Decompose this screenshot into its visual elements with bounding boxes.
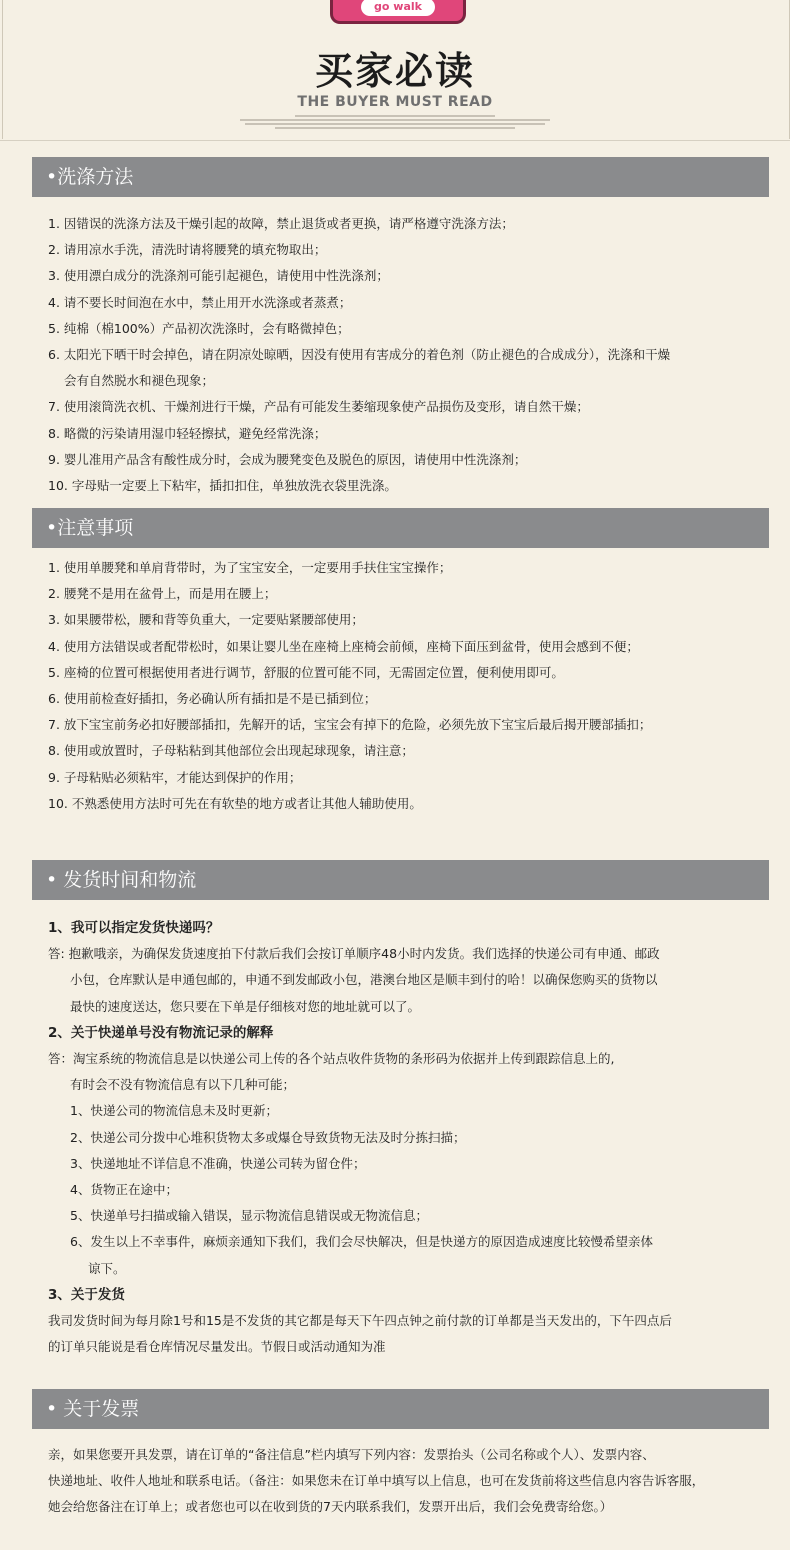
faq-question: 2、关于快递单号没有物流记录的解释 (48, 1024, 274, 1041)
list-item: 4. 使用方法错误或者配带松时，如果让婴儿坐在座椅上座椅会前倾，座椅下面压到盆骨，使用会感到不便； (48, 638, 639, 654)
invoice-line: 快递地址、收件人地址和联系电话。（备注：如果您未在订单中填写以上信息，也可在发货前将这些信息内容告诉客服， (48, 1473, 705, 1489)
list-item: 6. 太阳光下晒干时会掉色，请在阴凉处晾晒，因没有使用有害成分的着色剂（防止褪色的合成成分），洗涤和干燥 (48, 347, 671, 363)
page-title: 买家必读 (314, 49, 475, 93)
faq-question: 3、关于发货 (48, 1286, 125, 1303)
faq-answer-line: 有时会不没有物流信息有以下几种可能； (70, 1077, 296, 1093)
brand-logo-text: go walk (361, 0, 435, 16)
faq-question: 1、我可以指定发货快递吗？ (48, 920, 220, 936)
faq-answer-line: 我司发货时间为每月除1号和15是不发货的其它都是每天下午四点钟之前付款的订单都是当天发出的，下午四点后 (48, 1313, 672, 1329)
faq-answer-item: 1、快递公司的物流信息未及时更新； (70, 1103, 278, 1119)
list-item: 2. 腰凳不是用在盆骨上，而是用在腰上； (48, 586, 277, 602)
faq-answer-line: 小包，仓库默认是申通包邮的，申通不到发邮政小包，港澳台地区是顺丰到付的哈！以确保您购买的货物以 (70, 972, 658, 988)
list-item: 8. 使用或放置时，子母粘粘到其他部位会出现起球现象，请注意； (48, 743, 414, 759)
list-item: 5. 座椅的位置可根据使用者进行调节，舒服的位置可能不同，无需固定位置，便利使用即可。 (48, 664, 564, 680)
invoice-content (48, 1442, 768, 1521)
notes-list (48, 555, 768, 817)
shipping-content (48, 915, 768, 1360)
list-item: 7. 使用滚筒洗衣机、干燥剂进行干燥，产品有可能发生萎缩现象使产品损伤及变形，请自然干燥； (48, 399, 589, 415)
faq-answer-item: 4、货物正在途中； (70, 1182, 178, 1198)
list-item: 8. 略微的污染请用湿巾轻轻擦拭，避免经常洗涤； (48, 425, 327, 441)
list-item: 2. 请用凉水手洗，清洗时请将腰凳的填充物取出； (48, 242, 327, 258)
list-item: 6. 使用前检查好插扣，务必确认所有插扣是不是已插到位； (48, 691, 377, 707)
faq-answer-item: 3、快递地址不详信息不准确，快递公司转为留仓件； (70, 1155, 366, 1171)
invoice-line: 亲，如果您要开具发票，请在订单的“备注信息”栏内填写下列内容：发票抬头（公司名称或个人）、发票内容、 (48, 1447, 655, 1462)
list-item: 5. 纯棉（棉100%）产品初次洗涤时，会有略微掉色； (48, 320, 350, 336)
faq-answer-item: 5、快递单号扫描或输入错误，显示物流信息错误或无物流信息； (70, 1208, 428, 1224)
faq-answer-line: 答: 抱歉哦亲，为确保发货速度拍下付款后我们会按订单顺序48小时内发货。我们选择的快递公司有申通、邮政 (48, 946, 660, 962)
section-header-notes: •注意事项 (32, 508, 769, 548)
list-item: 9. 婴儿准用产品含有酸性成分时，会成为腰凳变色及脱色的原因，请使用中性洗涤剂； (48, 451, 527, 467)
faq-answer-item: 2、快递公司分拨中心堆积货物太多或爆仓导致货物无法及时分拣扫描； (70, 1129, 466, 1145)
list-item-continuation: 会有自然脱水和褪色现象； (64, 373, 215, 389)
faq-answer-item: 谅下。 (88, 1260, 126, 1276)
page-subtitle: THE BUYER MUST READ (297, 94, 493, 110)
page-header (0, 0, 790, 141)
list-item: 10. 字母贴一定要上下粘牢，插扣扣住，单独放洗衣袋里洗涤。 (48, 478, 397, 494)
list-item: 10. 不熟悉使用方法时可先在有软垫的地方或者让其他人辅助使用。 (48, 795, 422, 811)
section-header-shipping: • 发货时间和物流 (32, 860, 769, 900)
section-header-invoice: • 关于发票 (32, 1389, 769, 1429)
list-item: 9. 子母粘贴必须粘牢，才能达到保护的作用； (48, 769, 302, 785)
faq-answer-item: 6、发生以上不幸事件，麻烦亲通知下我们，我们会尽快解决，但是快递方的原因造成速度比较慢希望亲体 (70, 1234, 653, 1250)
faq-answer-line: 最快的速度送达，您只要在下单是仔细核对您的地址就可以了。 (70, 998, 421, 1014)
faq-answer-line: 的订单只能说是看仓库情况尽量发出。节假日或活动通知为准 (48, 1339, 386, 1355)
list-item: 3. 使用漂白成分的洗涤剂可能引起褪色，请使用中性洗涤剂； (48, 268, 389, 284)
list-item: 1. 使用单腰凳和单肩背带时，为了宝宝安全，一定要用手扶住宝宝操作； (48, 560, 452, 575)
brand-logo (330, 0, 466, 24)
list-item: 4. 请不要长时间泡在水中，禁止用开水洗涤或者蒸煮； (48, 294, 352, 310)
faq-answer-line: 答：淘宝系统的物流信息是以快递公司上传的各个站点收件货物的条形码为依据并上传到跟踪信息上的, (48, 1051, 615, 1067)
washing-list (48, 211, 768, 499)
decorative-fine-text (240, 113, 550, 131)
list-item: 7. 放下宝宝前务必扣好腰部插扣，先解开的话，宝宝会有掉下的危险，必须先放下宝宝后最后揭开腰部插扣； (48, 717, 652, 733)
list-item: 1. 因错误的洗涤方法及干燥引起的故障，禁止退货或者更换，请严格遵守洗涤方法； (48, 216, 514, 231)
list-item: 3. 如果腰带松，腰和背等负重大，一定要贴紧腰部使用； (48, 612, 364, 628)
section-header-washing: •洗涤方法 (32, 157, 769, 197)
invoice-line: 她会给您备注在订单上；或者您也可以在收到货的7天内联系我们，发票开出后，我们会免费寄给您。） (48, 1499, 613, 1515)
